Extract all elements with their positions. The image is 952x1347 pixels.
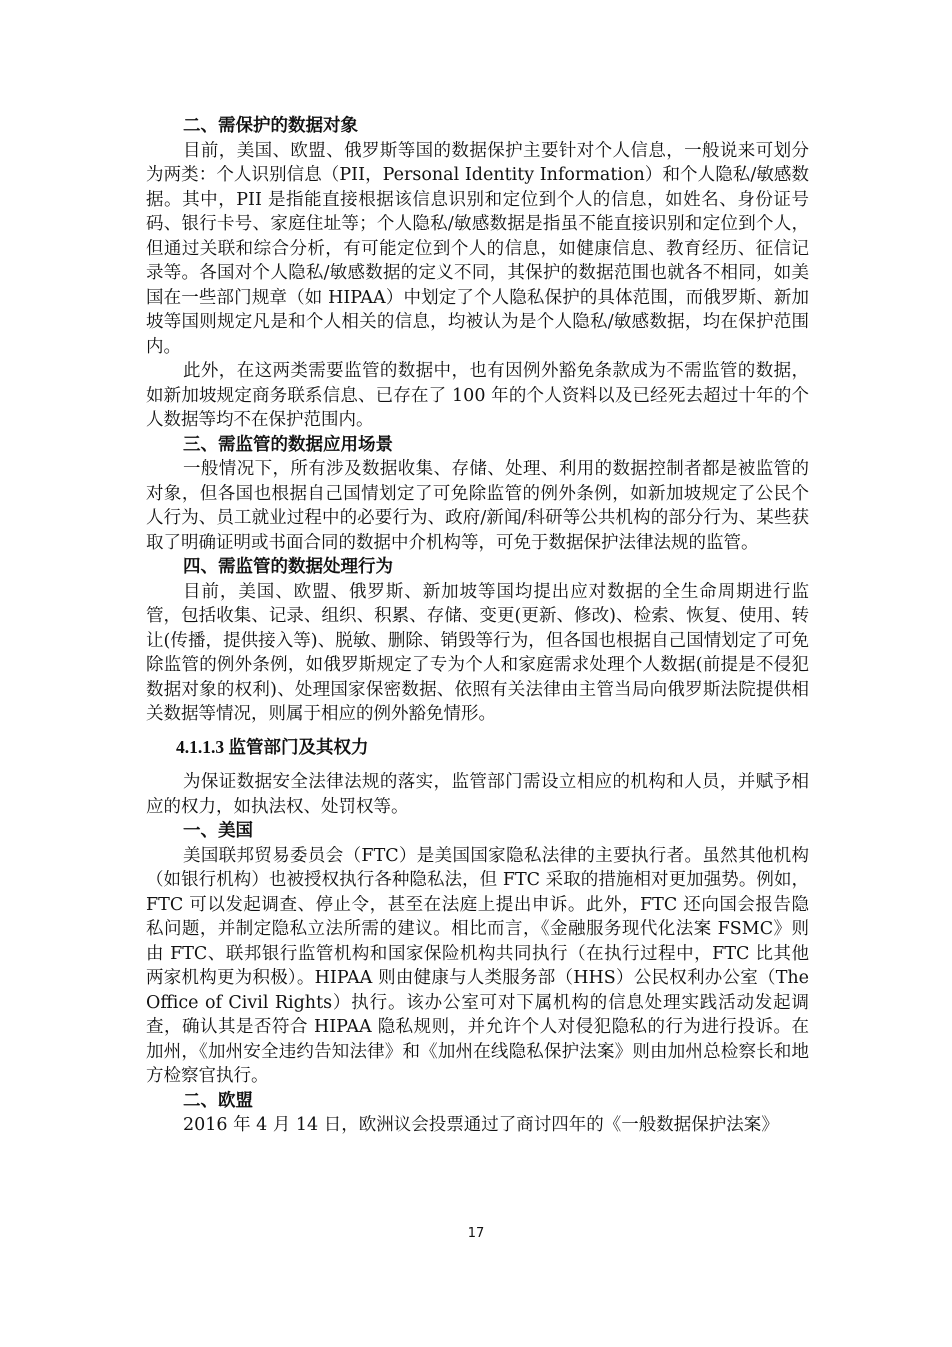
paragraph-processing-behaviors: 目前，美国、欧盟、俄罗斯、新加坡等国均提出应对数据的全生命周期进行监管，包括收集、记录、组织、积累、存储、变更(更新、修改)、检索、恢复、使用、转让(传播，提供接入等)、脱敏、删除、销毁等行为，但各国也根据自己国情划定了可免除监管的例外条例，如俄罗斯规定了专为个人和家庭需求处理个人数据(前提是不侵犯数据对象的权利)、处理国家保密数据、依照有关法律由主管当局向俄罗斯法院提供相关数据等情况，则属于相应的例外豁免情形。 <box>146 581 809 724</box>
page-number: 17 <box>467 1226 485 1241</box>
paragraph-regulators-intro: 为保证数据安全法律法规的落实，监管部门需设立相应的机构和人员，并赋予相应的权力，如执法权、处罚权等。 <box>146 772 809 817</box>
section-title: 4.1.1.3 监管部门及其权力 <box>176 736 369 757</box>
heading-usa: 一、美国 <box>183 821 253 841</box>
heading-processing-behaviors: 四、需监管的数据处理行为 <box>183 557 393 577</box>
document-body <box>146 114 809 1138</box>
heading-application-scenarios: 三、需监管的数据应用场景 <box>183 434 393 455</box>
paragraph-eu: 2016 年 4 月 14 日，欧洲议会投票通过了商讨四年的《一般数据保护法案》 <box>183 1115 779 1135</box>
paragraph-usa: 美国联邦贸易委员会（FTC）是美国国家隐私法律的主要执行者。虽然其他机构（如银行机构）也被授权执行各种隐私法，但 FTC 采取的措施相对更加强势。例如，FTC 可以发起调查、停止令，甚至在法庭上提出申诉。此外，FTC 还向国会报告隐私问题，并制定隐私立法所需的建议。相比而言，《金融服务现代化法案 FSMC》则由 FTC、联邦银行监管机构和国家保险机构共同执行（在执行过程中，FTC 比其他两家机构更为积极）。HIPAA 则由健康与人类服务部（HHS）公民权利办公室（The Office of Civil Rights）执行。该办公室可对下属机构的信息处理实践活动发起调查，确认其是否符合 HIPAA 隐私规则，并允许个人对侵犯隐私的行为进行投诉。在加州，《加州安全违约告知法律》和《加州在线隐私保护法案》则由加州总检察长和地方检察官执行。 <box>146 845 809 1086</box>
paragraph-application-scenarios: 一般情况下，所有涉及数据收集、存储、处理、利用的数据控制者都是被监管的对象，但各国也根据自己国情划定了可免除监管的例外条例，如新加坡规定了公民个人行为、员工就业过程中的必要行为、政府/新闻/科研等公共机构的部分行为、某些获取了明确证明或书面合同的数据中介机构等，可免于数据保护法律法规的监管。 <box>146 459 809 553</box>
heading-eu: 二、欧盟 <box>183 1090 253 1111</box>
heading-data-objects: 二、需保护的数据对象 <box>183 116 358 136</box>
paragraph-exemptions: 此外，在这两类需要监管的数据中，也有因例外豁免条款成为不需监管的数据，如新加坡规定商务联系信息、已存在了 100 年的个人资料以及已经死去超过十年的个人数据等均不在保护范围内。 <box>146 361 809 430</box>
paragraph-data-objects: 目前，美国、欧盟、俄罗斯等国的数据保护主要针对个人信息，一般说来可划分为两类：个人识别信息（PII，Personal Identity Information）和个人隐私/敏感数据。其中，PII 是指能直接根据该信息识别和定位到个人的信息，如姓名、身份证号码、银行卡号、家庭住址等；个人隐私/敏感数据是指虽不能直接识别和定位到个人，但通过关联和综合分析，有可能定位到个人的信息，如健康信息、教育经历、征信记录等。各国对个人隐私/敏感数据的定义不同，其保护的数据范围也就各不相同，如美国在一些部门规章（如 HIPAA）中划定了个人隐私保护的具体范围，而俄罗斯、新加坡等国则规定凡是和个人相关的信息，均被认为是个人隐私/敏感数据，均在保护范围内。 <box>146 140 809 357</box>
